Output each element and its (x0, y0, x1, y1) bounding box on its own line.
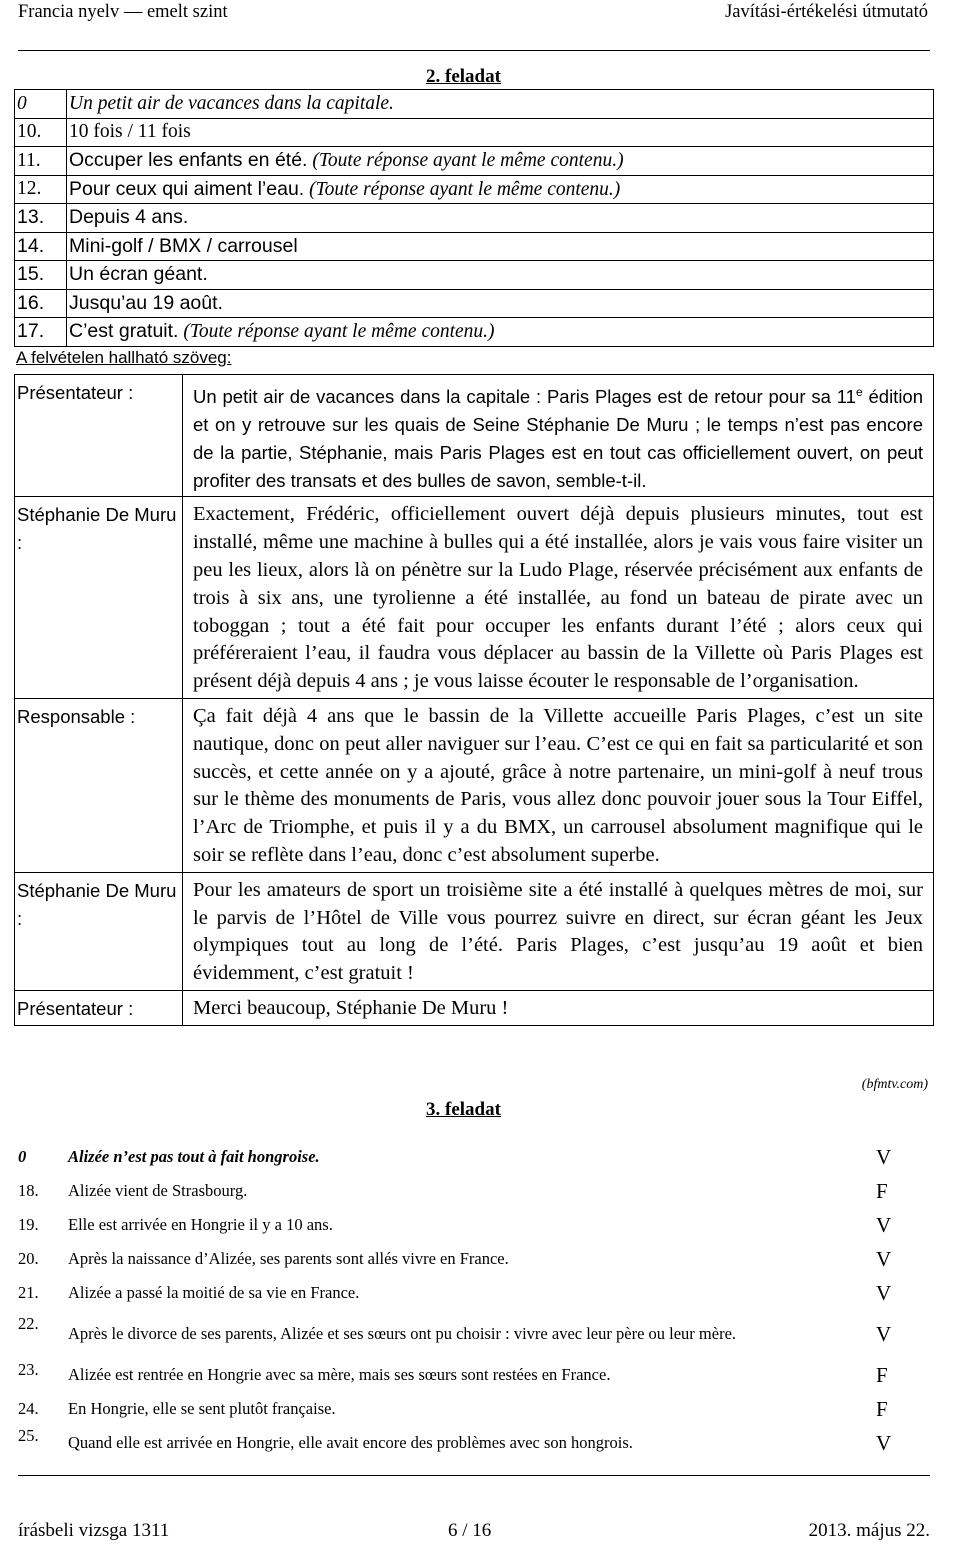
statement-text: Alizée n’est pas tout à fait hongroise. (68, 1147, 320, 1166)
true-false-mark: F (876, 1179, 888, 1203)
answer-number: 13. (15, 204, 67, 233)
page-header (18, 0, 928, 30)
answer-number: 10. (15, 118, 67, 147)
task2-answer-table (14, 89, 934, 347)
speaker-name: Présentateur : (15, 375, 183, 497)
speaker-text: Pour les amateurs de sport un troisième site a été installé à quelques mètres de moi, sur le parvis de l’Hôtel de Ville vous pourrez suivre en direct, sur écran géant les Jeux olympiques tout au long de l’été. Paris Plages, c’est jusqu’au 19 août et bien évidemment, c’est gratuit ! (183, 872, 934, 990)
speaker-text: Un petit air de vacances dans la capitale : Paris Plages est de retour pour sa 11e édition et on y retrouve sur les quais de Seine Stéphanie De Muru ; le temps n’est pas encore de la partie, Stéphanie, mais Paris Plages est en tout cas officiellement ouvert, on peut profiter des transats et des bulles de savon, semble-t-il. (183, 375, 934, 497)
table-row (15, 175, 934, 204)
table-row (14, 1242, 930, 1276)
table-row (14, 1358, 930, 1392)
answer-number: 15. (15, 261, 67, 290)
table-row (14, 1426, 930, 1460)
table-row (15, 204, 934, 233)
statement-text: Après la naissance d’Alizée, ses parents sont allés vivre en France. (68, 1249, 509, 1268)
statement-text: Elle est arrivée en Hongrie il y a 10 ans. (68, 1215, 333, 1234)
table-row (14, 1208, 930, 1242)
true-false-mark: V (876, 1431, 892, 1455)
table-row (15, 261, 934, 290)
table-row (14, 1140, 930, 1174)
speaker-text: Merci beaucoup, Stéphanie De Muru ! (183, 990, 934, 1025)
statement-number: 18. (18, 1181, 39, 1200)
table-row (15, 289, 934, 318)
true-false-mark: V (876, 1145, 892, 1169)
answer-text: Pour ceux qui aiment l’eau. (Toute réponse ayant le même contenu.) (67, 175, 934, 204)
table-row (15, 318, 934, 347)
statement-number: 21. (18, 1283, 39, 1302)
task3-answer-table (14, 1140, 930, 1460)
answer-number: 0 (15, 90, 67, 119)
answer-text: Depuis 4 ans. (67, 204, 934, 233)
speaker-name: Présentateur : (15, 990, 183, 1025)
answer-number: 14. (15, 232, 67, 261)
answer-note: (Toute réponse ayant le même contenu.) (312, 150, 624, 172)
footer-divider (18, 1475, 930, 1476)
table-row (14, 1310, 930, 1358)
table-row (15, 232, 934, 261)
header-guide-title: Javítási-értékelési útmutató (725, 2, 928, 22)
table-row (15, 90, 934, 119)
statement-text: Alizée vient de Strasbourg. (68, 1181, 248, 1200)
answer-note: (Toute réponse ayant le même contenu.) (309, 178, 621, 200)
answer-text: 10 fois / 11 fois (67, 118, 934, 147)
statement-number: 23. (18, 1360, 39, 1379)
true-false-mark: V (876, 1322, 892, 1346)
table-row (15, 497, 934, 699)
transcript-heading: A felvételen hallható szöveg: (16, 348, 232, 367)
statement-number: 19. (18, 1215, 39, 1234)
speaker-name: Stéphanie De Muru : (15, 497, 183, 699)
table-row (15, 375, 934, 497)
speaker-text: Exactement, Frédéric, officiellement ouvert déjà depuis plusieurs minutes, tout est installé, même une machine à bulles qui a été installée, alors je vais vous faire visiter un peu les lieux, alors là on pénètre sur la Ludo Plage, réservée précisément aux enfants de trois à six ans, une tyrolienne a été installée, au fond un bateau de pirate avec un toboggan ; tout a été fait pour occuper les enfants durant l’été ; alors ceux qui préféreraient l’eau, il faudra vous déplacer au bassin de la Villette où Paris Plages est présent déjà depuis 4 ans ; je vous laisse écouter le responsable de l’organisation. (183, 497, 934, 699)
statement-number: 24. (18, 1399, 39, 1418)
speaker-text: Ça fait déjà 4 ans que le bassin de la Villette accueille Paris Plages, c’est un site nautique, donc on peut aller naviguer sur l’eau. C’est ce qui en fait sa particularité et son succès, et cette année on y a ajouté, grâce à notre partenaire, un mini-golf à neuf trous sur le thème des monuments de Paris, vous allez donc pouvoir jouer sous la Tour Eiffel, l’Arc de Triomphe, et puis il y a du BMX, un carrousel absolument magnifique qui le soir se reflète dans l’eau, donc c’est absolument superbe. (183, 698, 934, 872)
answer-text: Occuper les enfants en été. (Toute réponse ayant le même contenu.) (67, 147, 934, 176)
answer-text: Un petit air de vacances dans la capitale. (67, 90, 934, 119)
table-row (15, 147, 934, 176)
statement-number: 0 (18, 1147, 27, 1166)
task2-title: 2. feladat (426, 66, 501, 87)
transcript-table (14, 374, 934, 1026)
table-row (14, 1276, 930, 1310)
answer-text: Jusqu’au 19 août. (67, 289, 934, 318)
answer-text: Un écran géant. (67, 261, 934, 290)
statement-text: En Hongrie, elle se sent plutôt française. (68, 1399, 336, 1418)
statement-number: 22. (18, 1314, 39, 1333)
table-row (14, 1174, 930, 1208)
answer-number: 16. (15, 289, 67, 318)
answer-text: C’est gratuit. (Toute réponse ayant le même contenu.) (67, 318, 934, 347)
statement-number: 25. (18, 1426, 39, 1445)
answer-text: Mini-golf / BMX / carrousel (67, 232, 934, 261)
exam-code: írásbeli vizsga 1311 (18, 1520, 170, 1541)
true-false-mark: V (876, 1213, 892, 1237)
answer-number: 11. (15, 147, 67, 176)
table-row (15, 698, 934, 872)
true-false-mark: F (876, 1363, 888, 1387)
table-row (14, 1392, 930, 1426)
header-subject: Francia nyelv — emelt szint (18, 2, 228, 22)
answer-note: (Toute réponse ayant le même contenu.) (183, 321, 495, 343)
statement-text: Alizée est rentrée en Hongrie avec sa mère, mais ses sœurs sont restées en France. (68, 1365, 611, 1384)
table-row (15, 118, 934, 147)
statement-number: 20. (18, 1249, 39, 1268)
answer-number: 12. (15, 175, 67, 204)
statement-text: Après le divorce de ses parents, Alizée et ses sœurs ont pu choisir : vivre avec leur père ou leur mère. (68, 1324, 737, 1343)
true-false-mark: F (876, 1397, 888, 1421)
task3-title: 3. feladat (426, 1099, 501, 1120)
table-row (15, 990, 934, 1025)
speaker-name: Stéphanie De Muru : (15, 872, 183, 990)
speaker-name: Responsable : (15, 698, 183, 872)
page-number: 6 / 16 (448, 1520, 492, 1541)
answer-number: 17. (15, 318, 67, 347)
source-citation: (bfmtv.com) (861, 1077, 928, 1092)
true-false-mark: V (876, 1281, 892, 1305)
statement-text: Alizée a passé la moitié de sa vie en France. (68, 1283, 360, 1302)
exam-date: 2013. május 22. (808, 1520, 930, 1541)
header-divider (18, 50, 930, 51)
true-false-mark: V (876, 1247, 892, 1271)
statement-text: Quand elle est arrivée en Hongrie, elle avait encore des problèmes avec son hongrois. (68, 1433, 633, 1452)
table-row (15, 872, 934, 990)
